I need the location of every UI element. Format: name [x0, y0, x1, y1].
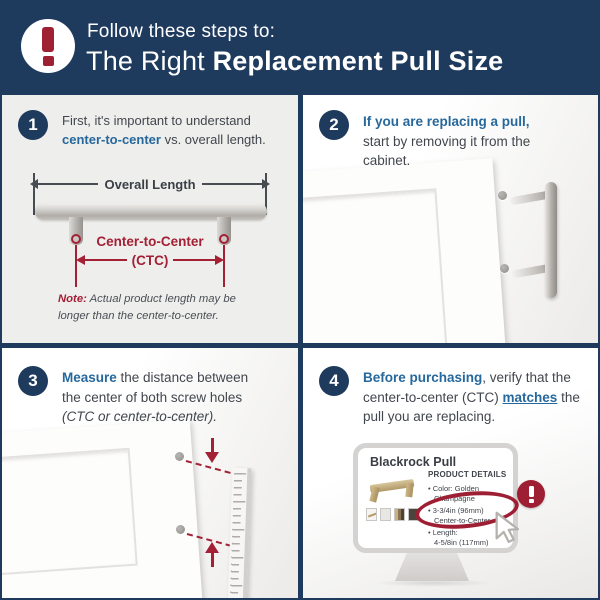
arrow-left-icon [30, 179, 38, 189]
cursor-icon [491, 510, 525, 549]
step-2-number-badge: 2 [319, 110, 349, 140]
measure-arrow-down-icon [205, 438, 219, 463]
step-1-note: Note: Actual product length may be longer than the center-to-center. [58, 293, 236, 322]
header-eyebrow: Follow these steps to: [87, 21, 276, 42]
screw-hole [498, 191, 507, 200]
product-detail-color: • Color: Golden Champagne [428, 484, 479, 503]
product-detail-ctc: • 3-3/4in (96mm) Center-to-Center [428, 506, 491, 525]
product-details-header: PRODUCT DETAILS [428, 470, 507, 479]
step-1-text: First, it's important to understand center-to-center vs. overall length. [62, 113, 266, 147]
measure-arrow-up-icon [205, 542, 219, 567]
thumbnail-swatch[interactable] [366, 508, 377, 521]
ruler-graphic [228, 468, 252, 598]
overall-length-dimension [30, 177, 270, 191]
ctc-dimension [76, 252, 224, 268]
product-detail-length: • Length: 4-5/8in (117mm) [428, 528, 489, 547]
step-4-number-badge: 4 [319, 366, 349, 396]
overall-length-label: Overall Length [104, 176, 196, 192]
step-1-panel [2, 95, 298, 343]
monitor-stand [395, 553, 469, 581]
screw-hole [175, 452, 184, 461]
red-arrow-left-icon [76, 255, 85, 265]
arrow-right-icon [262, 179, 270, 189]
cabinet-door-graphic [2, 420, 204, 598]
step-4-text: Before purchasing, verify that the center-to-center (CTC) matches the pull you are replacing. [363, 370, 580, 425]
thumbnail-swatch[interactable] [380, 508, 391, 521]
product-pull-image [366, 474, 418, 504]
red-arrow-right-icon [215, 255, 224, 265]
ctc-abbr-label: (CTC) [131, 252, 169, 268]
product-title: Blackrock Pull [370, 455, 457, 469]
cabinet-door-graphic [303, 158, 509, 343]
exclamation-icon [21, 19, 75, 73]
product-thumbnails[interactable] [366, 508, 419, 521]
title-regular: The Right [86, 46, 213, 76]
screw-hole [500, 264, 509, 273]
step-3-panel [2, 348, 298, 598]
header-banner [0, 0, 600, 95]
step-1-number-badge: 1 [18, 110, 48, 140]
step-3-text: Measure the distance between the center of both screw holes (CTC or center-to-center). [62, 370, 249, 425]
alert-exclamation-icon [517, 480, 545, 508]
thumbnail-swatch[interactable] [394, 508, 405, 521]
title-bold: Replacement Pull Size [212, 46, 504, 76]
step-2-panel [303, 95, 598, 343]
step-3-number-badge: 3 [18, 366, 48, 396]
page-title [86, 46, 503, 77]
step-4-panel [303, 348, 598, 598]
matches-link-text: matches [502, 389, 558, 405]
screw-hole [176, 525, 185, 534]
pull-bar-graphic [545, 182, 557, 298]
step-2-text: If you are replacing a pull, start by removing it from the cabinet. [363, 114, 531, 169]
ctc-label: Center-to-Center [96, 234, 204, 249]
